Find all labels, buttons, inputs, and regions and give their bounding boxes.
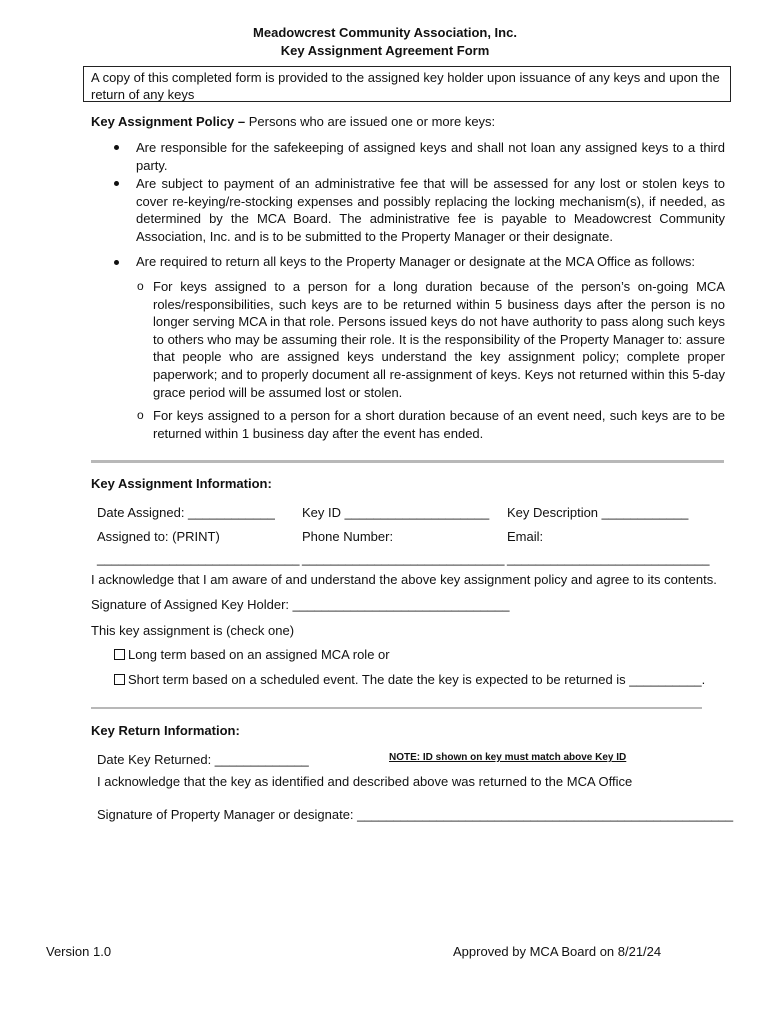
policy-heading: Key Assignment Policy –	[91, 114, 246, 129]
section-divider	[91, 707, 702, 709]
short-term-checkbox[interactable]	[114, 674, 125, 685]
policy-sub-bullet: For keys assigned to a person for a long duration because of the person’s on-going MCA roles/responsibilities, such keys are to be returned within 5 business days after the person is no longer serving MCA in that role. Persons issued keys do not have authority to pass along such keys to others who may be assuming their role. It is the responsibility of the Property Manager to: assure that people who are assigned keys understand the key assignment policy; complete proper paperwork; and to properly document all re-assignment of keys. Keys not returned within this 5-day grace period will be assumed lost or stolen.	[153, 279, 725, 400]
key-id-note: NOTE: ID shown on key must match above Key ID	[389, 752, 627, 763]
section-divider	[91, 460, 724, 463]
policy-bullet: Are responsible for the safekeeping of assigned keys and shall not loan any assigned keys to a third party.	[136, 140, 725, 173]
bullet-icon	[114, 181, 119, 186]
long-term-label: Long term based on an assigned MCA role or	[128, 647, 390, 662]
sub-bullet-marker: o	[137, 408, 144, 422]
return-acknowledgement: I acknowledge that the key as identified and described above was returned to the MCA Office	[97, 774, 633, 789]
long-term-checkbox[interactable]	[114, 649, 125, 660]
phone-label: Phone Number:	[302, 529, 394, 544]
version-label: Version 1.0	[46, 944, 112, 959]
email-field[interactable]: ____________________________	[507, 551, 710, 566]
bullet-icon	[114, 260, 119, 265]
short-term-label: Short term based on a scheduled event. The date the key is expected to be returned is __________.	[128, 672, 706, 687]
email-label: Email:	[507, 529, 544, 544]
sub-bullet-marker: o	[137, 279, 144, 293]
assignment-heading: Key Assignment Information:	[91, 476, 272, 491]
key-description-field[interactable]: Key Description ____________	[507, 505, 689, 520]
return-heading: Key Return Information:	[91, 723, 240, 738]
org-name: Meadowcrest Community Association, Inc.	[253, 25, 517, 40]
policy-bullet: Are subject to payment of an administrative fee that will be assessed for any lost or stolen keys to cover re-keying/re-stocking expenses and possibly replacing the locking mechanism(s), if needed, as determined by the MCA Board. The administrative fee is payable to Meadowcrest Community Association, Inc. and is to be submitted to the Property Manager or their designate.	[136, 176, 725, 244]
bullet-icon	[114, 145, 119, 150]
check-prompt: This key assignment is (check one)	[91, 623, 295, 638]
notice-box: A copy of this completed form is provided to the assigned key holder upon issuance of any keys and upon the return of any keys	[83, 66, 731, 102]
assigned-to-field[interactable]: ____________________________	[97, 551, 300, 566]
manager-signature-field[interactable]: Signature of Property Manager or designate: ____________________________________________________	[97, 807, 734, 822]
form-title: Key Assignment Agreement Form	[280, 43, 490, 58]
approval-label: Approved by MCA Board on 8/21/24	[453, 944, 662, 959]
phone-field[interactable]: ____________________________	[302, 551, 505, 566]
policy-sub-bullet: For keys assigned to a person for a short duration because of an event need, such keys are to be returned within 1 business day after the event has ended.	[153, 408, 725, 441]
holder-signature-field[interactable]: Signature of Assigned Key Holder: ______________________________	[91, 597, 510, 612]
policy-heading-line	[91, 114, 495, 129]
holder-acknowledgement: I acknowledge that I am aware of and understand the above key assignment policy and agree to its contents.	[91, 572, 717, 587]
date-assigned-field[interactable]: Date Assigned: ____________	[97, 505, 275, 520]
date-returned-field[interactable]: Date Key Returned: _____________	[97, 752, 309, 767]
policy-intro: Persons who are issued one or more keys:	[248, 114, 496, 129]
policy-bullet: Are required to return all keys to the Property Manager or designate at the MCA Office as follows:	[136, 254, 696, 269]
assigned-to-label: Assigned to: (PRINT)	[97, 529, 220, 544]
key-id-field[interactable]: Key ID ____________________	[302, 505, 490, 520]
